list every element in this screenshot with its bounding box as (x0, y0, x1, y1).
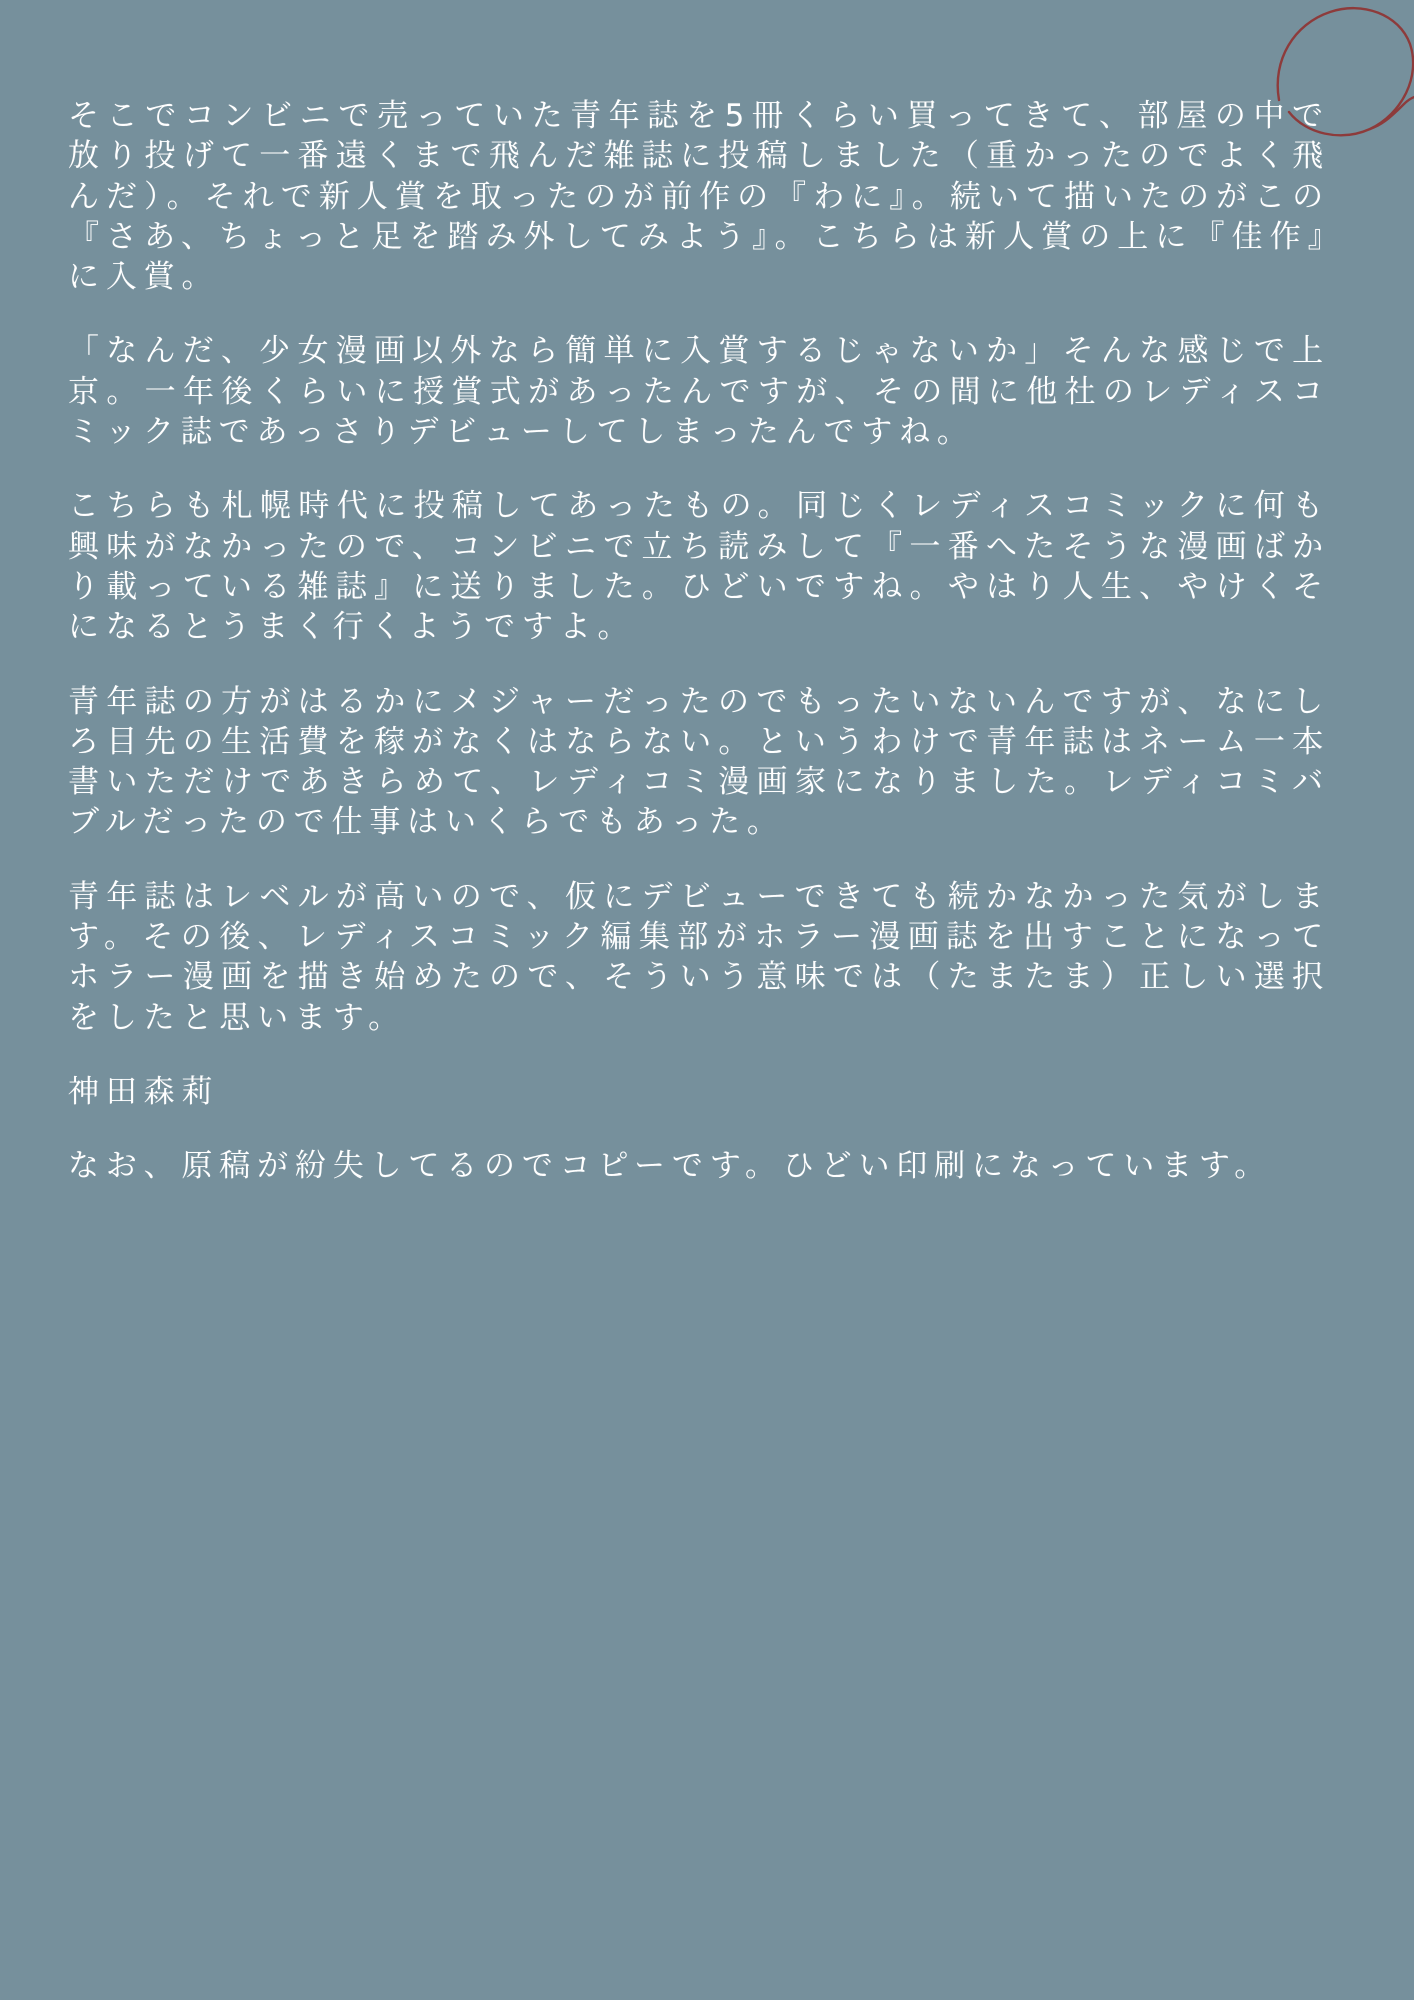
paragraph-1: そこでコンビニで売っていた青年誌を5冊くらい買ってきて、部屋の中で放り投げて一番遠くまで飛んだ雑誌に投稿しました（重かったのでよく飛んだ）。それで新人賞を取ったのが前作の『わに』。続いて描いたのがこの『さあ、ちょっと足を踏み外してみよう』。こちらは新人賞の上に『佳作』に入賞。 (68, 98, 1330, 296)
paragraph-2: 「なんだ、少女漫画以外なら簡単に入賞するじゃないか」そんな感じで上京。一年後くらいに授賞式があったんですが、その間に他社のレディスコミック誌であっさりデビューしてしまったんですね。 (68, 333, 1330, 451)
paragraph-6: なお、原稿が紛失してるのでコピーです。ひどい印刷になっています。 (68, 1148, 1273, 1185)
paragraph-4: 青年誌の方がはるかにメジャーだったのでもったいないんですが、なにしろ目先の生活費を稼がなくはならない。というわけで青年誌はネーム一本書いただけであきらめて、レディコミ漫画家になりました。レディコミバブルだったので仕事はいくらでもあった。 (68, 683, 1330, 841)
paragraph-3: こちらも札幌時代に投稿してあったもの。同じくレディスコミックに何も興味がなかったので、コンビニで立ち読みして『一番へたそうな漫画ばかり載っている雑誌』に送りました。ひどいですね。やはり人生、やけくそになるとうまく行くようですよ。 (68, 488, 1330, 646)
document-body (68, 96, 1330, 1187)
paragraph-5: 青年誌はレベルが高いので、仮にデビューできても続かなかった気がします。その後、レディスコミック編集部がホラー漫画誌を出すことになってホラー漫画を描き始めたので、そういう意味では（たまたま）正しい選択をしたと思います。 (68, 878, 1330, 1036)
author-signature: 神田森莉 (68, 1073, 220, 1110)
